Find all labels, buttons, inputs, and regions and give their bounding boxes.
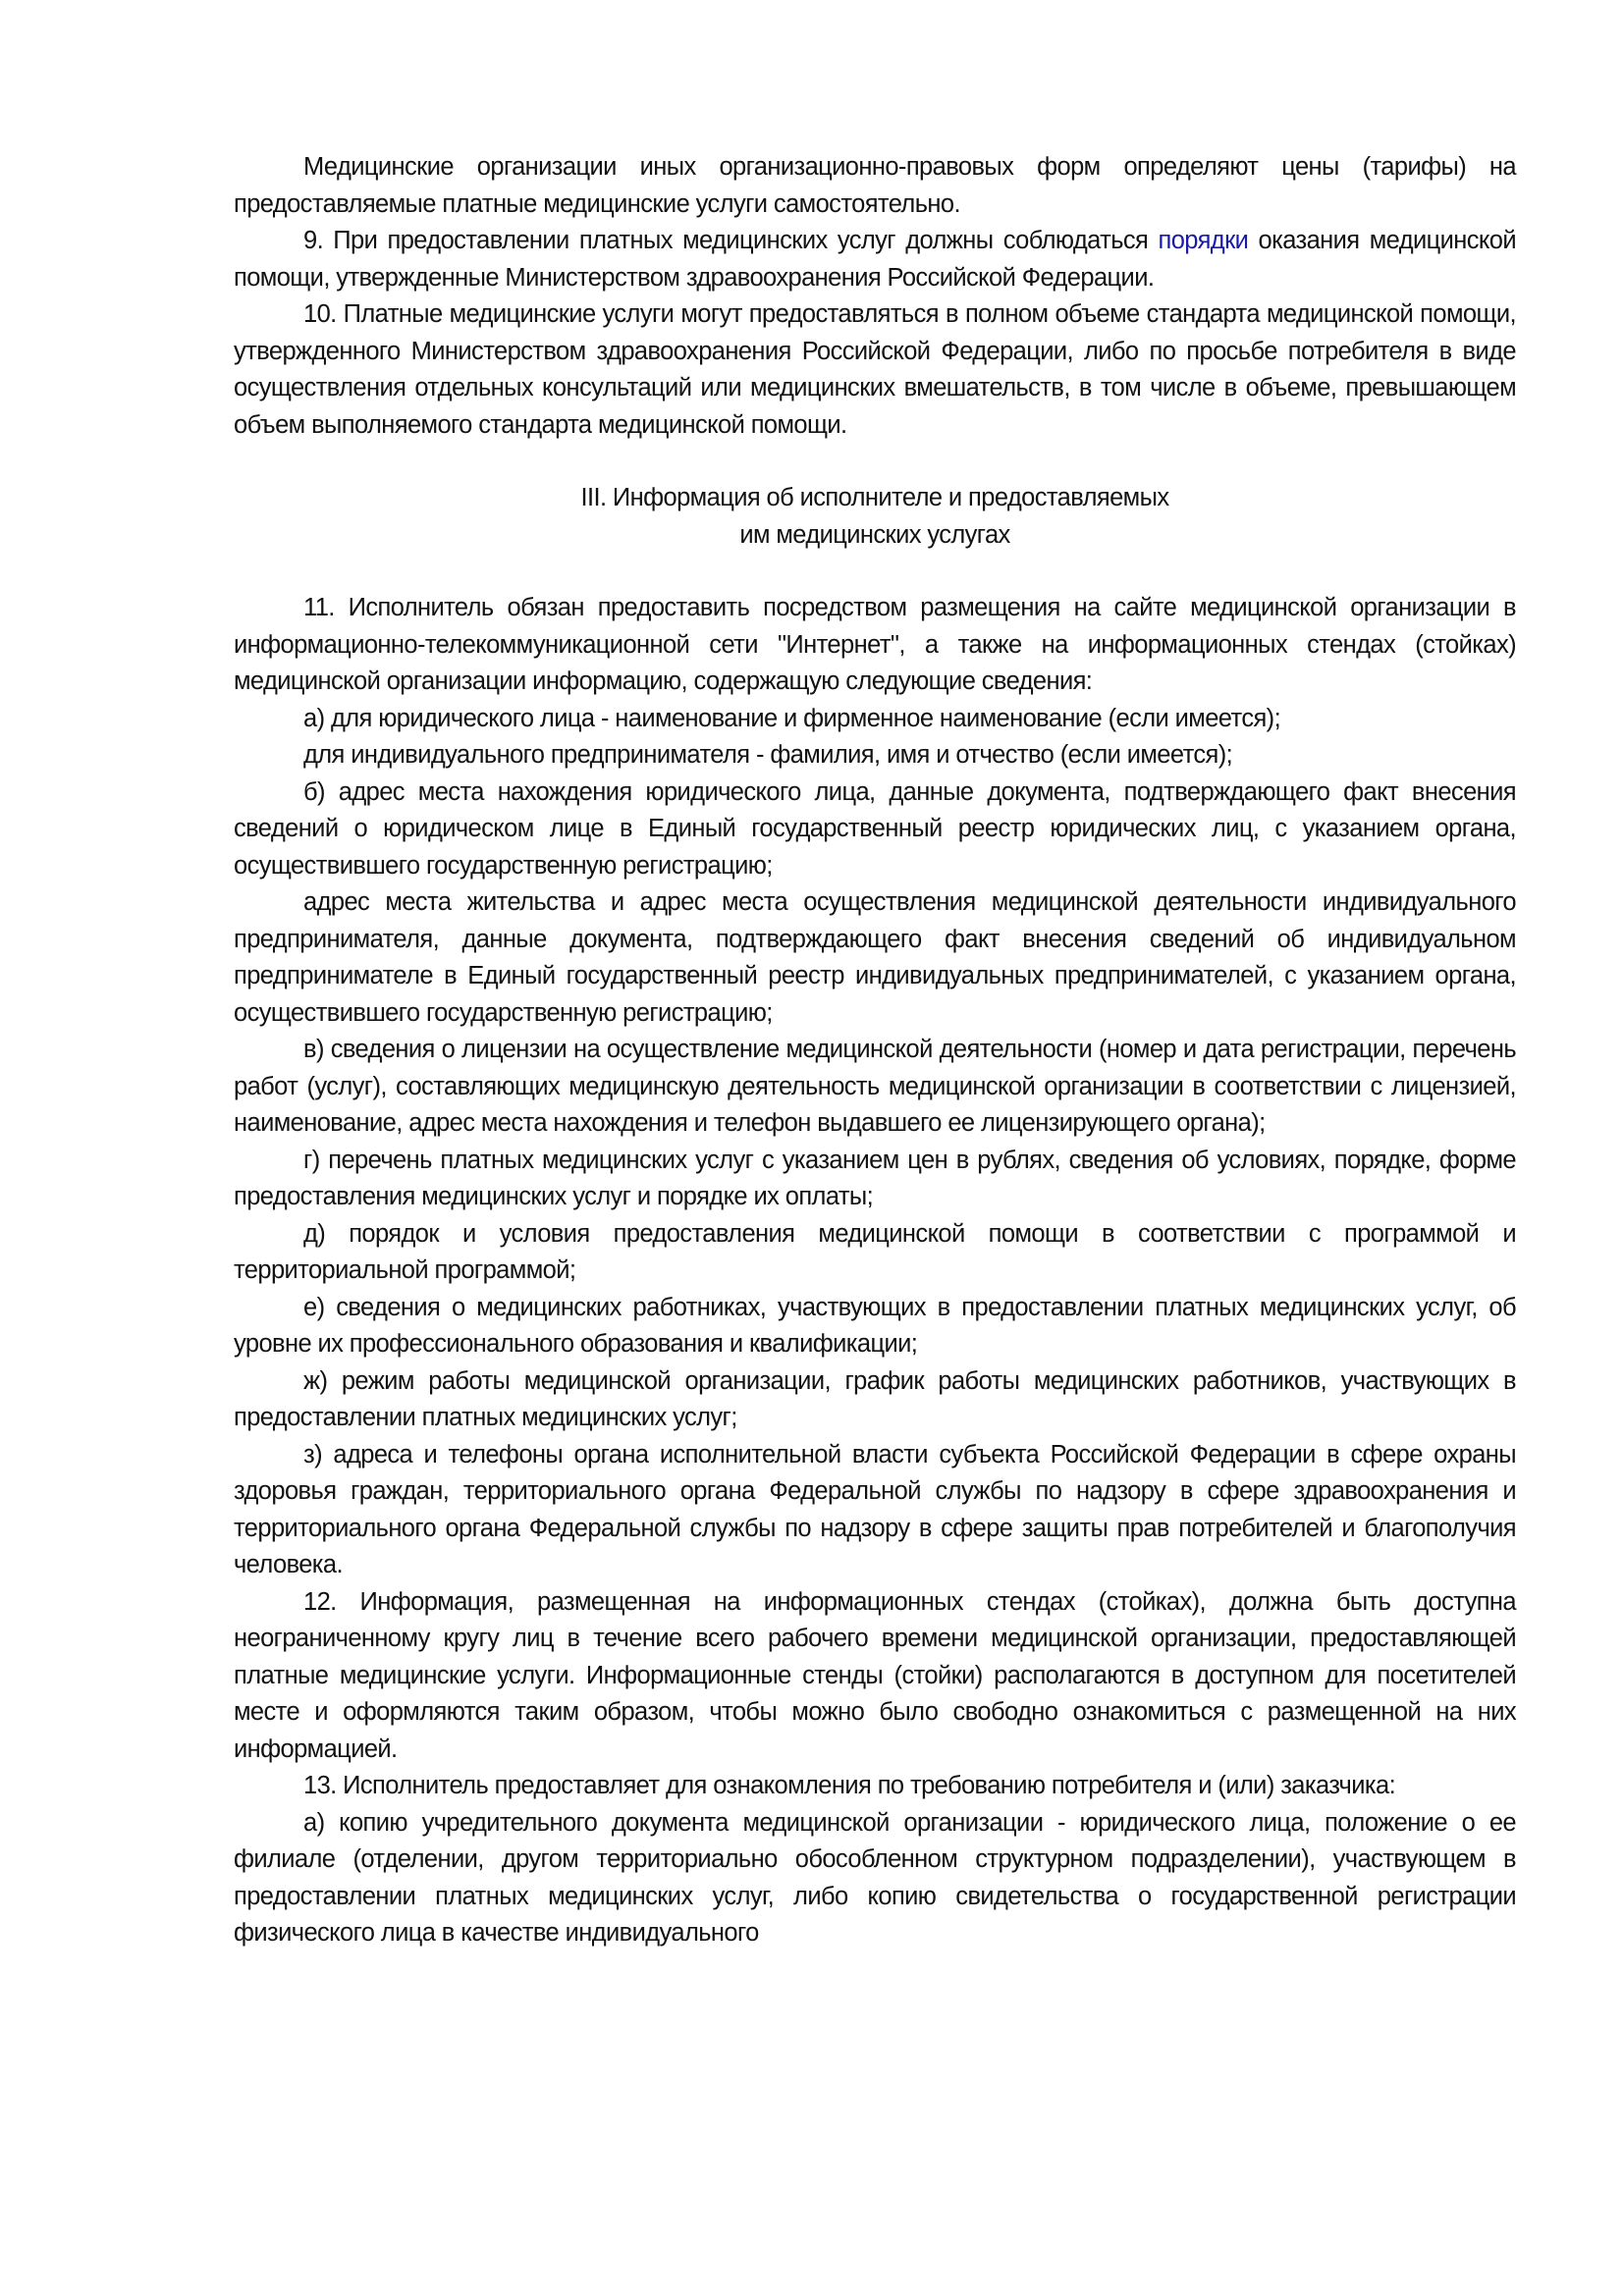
section-heading-line2: им медицинских услугах (739, 520, 1010, 549)
paragraph-11-item-zh: ж) режим работы медицинской организации, график работы медицинских работников, участвующих в предоставлении платных медицинских услуг; (234, 1366, 1516, 1431)
paragraph-11-item-a: а) для юридического лица - наименование и фирменное наименование (если имеется); (303, 704, 1281, 732)
paragraph-9-before: 9. При предоставлении платных медицинских услуг должны соблюдаться (303, 227, 1159, 254)
paragraph-11-item-b-ip: адрес места жительства и адрес места осуществления медицинской деятельности индивидуального предпринимателя, данные документа, подтверждающего факт внесения сведений об индивидуальном предпринимателе в Единый государственный реестр индивидуальных предпринимателей, с указанием органа, осуществившего государственную регистрацию; (234, 888, 1516, 1027)
paragraph-11-item-d: д) порядок и условия предоставления медицинской помощи в соответствии с программой и территориальной программой; (234, 1219, 1516, 1284)
paragraph-13-item-a: а) копию учредительного документа медицинской организации - юридического лица, положение о ее филиале (отделении, другом территориально обособленном структурном подразделении), участвующем в предоставлении платных медицинских услуг, либо копию свидетельства о государственной регистрации физического лица в качестве индивидуального (234, 1808, 1516, 1947)
paragraph-11-item-z: з) адреса и телефоны органа исполнительной власти субъекта Российской Федерации в сфере охраны здоровья граждан, территориального органа Федеральной службы по надзору в сфере здравоохранения и территориального органа Федеральной службы по надзору в сфере защиты прав потребителей и благополучия человека. (234, 1440, 1516, 1578)
paragraph-13-intro: 13. Исполнитель предоставляет для ознакомления по требованию потребителя и (или) заказчика: (303, 1772, 1396, 1799)
section-heading-line1: III. Информация об исполнителе и предоставляемых (580, 484, 1169, 511)
section-heading (234, 480, 1516, 554)
paragraph-11-item-b: б) адрес места нахождения юридического лица, данные документа, подтверждающего факт внесения сведений о юридическом лице в Единый государственный реестр юридических лиц, с указанием органа, осуществившего государственную регистрацию; (234, 777, 1516, 880)
paragraph-10: 10. Платные медицинские услуги могут предоставляться в полном объеме стандарта медицинской помощи, утвержденного Министерством здравоохранения Российской Федерации, либо по просьбе потребителя в виде осуществления отдельных консультаций или медицинских вмешательств, в том числе в объеме, превышающем объем выполняемого стандарта медицинской помощи. (234, 300, 1516, 439)
paragraph-9-after: оказания медицинской помощи, утвержденные Министерством здравоохранения Российской Федерации. (234, 227, 1516, 292)
paragraph-11-intro: 11. Исполнитель обязан предоставить посредством размещения на сайте медицинской организации в информационно-телекоммуникационной сети "Интернет", а также на информационных стендах (стойках) медицинской организации информацию, содержащую следующие сведения: (234, 594, 1516, 695)
paragraph-pricing: Медицинские организации иных организационно-правовых форм определяют цены (тарифы) на предоставляемые платные медицинские услуги самостоятельно. (234, 153, 1516, 218)
paragraph-11-item-e: е) сведения о медицинских работниках, участвующих в предоставлении платных медицинских услуг, об уровне их профессионального образования и квалификации; (234, 1293, 1516, 1358)
paragraph-9 (234, 223, 1516, 296)
paragraph-11-item-v: в) сведения о лицензии на осуществление медицинской деятельности (номер и дата регистрации, перечень работ (услуг), составляющих медицинскую деятельность медицинской организации в соответствии с лицензией, наименование, адрес места нахождения и телефон выдавшего ее лицензирующего органа); (234, 1036, 1516, 1137)
poryadki-link[interactable]: порядки (1158, 227, 1249, 254)
document-page (234, 149, 1516, 1952)
paragraph-12: 12. Информация, размещенная на информационных стендах (стойках), должна быть доступна неограниченному кругу лиц в течение всего рабочего времени медицинской организации, предоставляющей платные медицинские услуги. Информационные стенды (стойки) располагаются в доступном для посетителей месте и оформляются таким образом, чтобы можно было свободно ознакомиться с размещенной на них информацией. (234, 1587, 1516, 1763)
paragraph-11-item-a-ip: для индивидуального предпринимателя - фамилия, имя и отчество (если имеется); (303, 741, 1233, 769)
paragraph-11-item-g: г) перечень платных медицинских услуг с указанием цен в рублях, сведения об условиях, порядке, форме предоставления медицинских услуг и порядке их оплаты; (234, 1146, 1516, 1210)
